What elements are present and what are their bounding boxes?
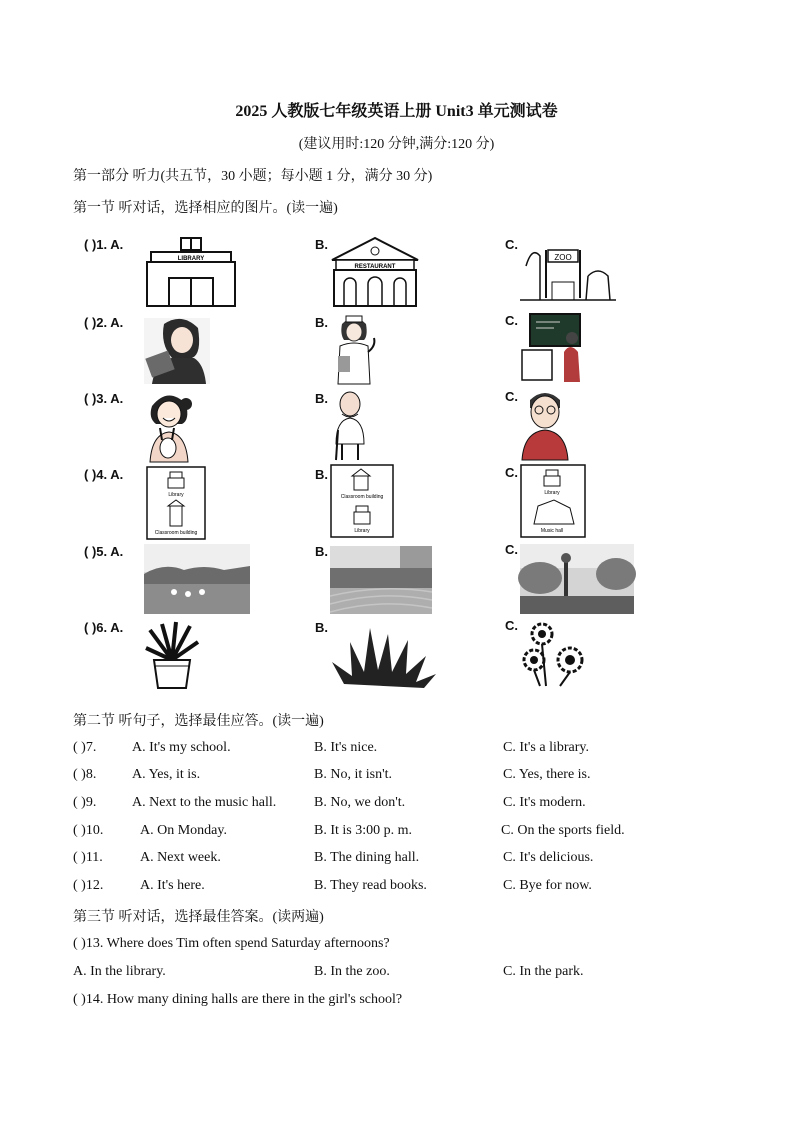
q5-c-label: C. (505, 542, 518, 557)
q9-num: ( )9. (73, 795, 97, 810)
q8-num: ( )8. (73, 767, 97, 782)
q8-option-a: A. Yes, it is. (132, 767, 201, 782)
q12-num: ( )12. (73, 878, 104, 893)
q13-option-a: A. In the library. (73, 964, 166, 979)
q9-option-b: B. No, we don't. (314, 795, 406, 810)
q4-c-label: C. (505, 465, 518, 480)
library-sign-text: LIBRARY (177, 256, 205, 262)
potted-plant-image (142, 620, 202, 690)
q8-option-c: C. Yes, there is. (503, 767, 591, 782)
q8-option-b: B. No, it isn't. (314, 767, 392, 782)
q7-option-c: C. It's a library. (503, 740, 589, 755)
q4-label: ( )4. A. (84, 467, 124, 482)
sports-track-photo (330, 546, 432, 614)
q11-option-c: C. It's delicious. (503, 850, 594, 865)
woman-with-bag-image (142, 314, 212, 386)
q5-b-label: B. (315, 544, 328, 559)
zoo-image (518, 236, 618, 308)
section3-heading: 第三节 听对话，选择最佳答案。(读两遍) (73, 910, 324, 925)
q7-option-b: B. It's nice. (314, 740, 378, 755)
farm-field-photo (144, 544, 250, 614)
q12-option-a: A. It's here. (140, 878, 205, 893)
q7-num: ( )7. (73, 740, 97, 755)
library-building-image (145, 236, 237, 308)
q3-label: ( )3. A. (84, 391, 124, 406)
q13-option-c: C. In the park. (503, 964, 584, 979)
q14-stem: ( )14. How many dining halls are there in the girl's school? (73, 992, 403, 1007)
q4c-label-top: Library (544, 490, 560, 496)
q10-option-a: A. On Monday. (140, 823, 227, 838)
q10-option-b: B. It is 3:00 p. m. (314, 823, 413, 838)
map-classroom-library-image (330, 464, 394, 538)
flowers-image (520, 620, 586, 690)
q4b-label-top: Classroom building (340, 494, 384, 500)
q9-option-a: A. Next to the music hall. (132, 795, 277, 810)
nurse-image (330, 312, 380, 386)
restaurant-sign-text: RESTAURANT (354, 264, 396, 270)
q6-c-label: C. (505, 618, 518, 633)
park-photo (520, 544, 634, 614)
q6-label: ( )6. A. (84, 620, 124, 635)
q3-b-label: B. (315, 391, 328, 406)
q10-num: ( )10. (73, 823, 104, 838)
page-title: 2025 人教版七年级英语上册 Unit3 单元测试卷 (235, 103, 558, 120)
q10-option-c: C. On the sports field. (501, 823, 625, 838)
q5-label: ( )5. A. (84, 544, 124, 559)
teacher-at-blackboard-image (520, 312, 586, 384)
q1-label: ( )1. A. (84, 237, 124, 252)
q4-b-label: B. (315, 467, 328, 482)
section1-heading: 第一节 听对话，选择相应的图片。(读一遍) (73, 201, 338, 216)
q13-option-b: B. In the zoo. (314, 964, 390, 979)
q11-num: ( )11. (73, 850, 103, 865)
section2-heading: 第二节 听句子，选择最佳应答。(读一遍) (73, 714, 324, 729)
q4a-label-top: Library (168, 492, 184, 498)
q4b-label-bottom: Library (354, 528, 370, 534)
q9-option-c: C. It's modern. (503, 795, 586, 810)
q3-c-label: C. (505, 389, 518, 404)
restaurant-building-image (330, 236, 420, 308)
map-library-classroom-image (146, 466, 206, 540)
q2-label: ( )2. A. (84, 315, 124, 330)
man-with-glasses-image (520, 388, 570, 460)
grass-image (330, 622, 440, 692)
q13-stem: ( )13. Where does Tim often spend Saturday afternoons? (73, 936, 390, 951)
old-man-image (332, 390, 372, 462)
q7-option-a: A. It's my school. (132, 740, 231, 755)
q2-c-label: C. (505, 313, 518, 328)
q1-c-label: C. (505, 237, 518, 252)
page-subtitle: (建议用时:120 分钟,满分:120 分) (298, 137, 495, 152)
q11-option-a: A. Next week. (140, 850, 221, 865)
q6-b-label: B. (315, 620, 328, 635)
girl-with-rabbit-image (144, 390, 194, 462)
q12-option-c: C. Bye for now. (503, 878, 592, 893)
map-library-musichall-image (520, 464, 586, 538)
zoo-sign-text: ZOO (554, 253, 572, 262)
q1-b-label: B. (315, 237, 328, 252)
q4a-label-bottom: Classroom building (154, 530, 198, 536)
part1-heading: 第一部分 听力(共五节，30 小题；每小题 1 分，满分 30 分) (73, 169, 433, 184)
q4c-label-bottom: Music hall (540, 528, 564, 534)
q11-option-b: B. The dining hall. (314, 850, 420, 865)
q2-b-label: B. (315, 315, 328, 330)
q12-option-b: B. They read books. (314, 878, 427, 893)
